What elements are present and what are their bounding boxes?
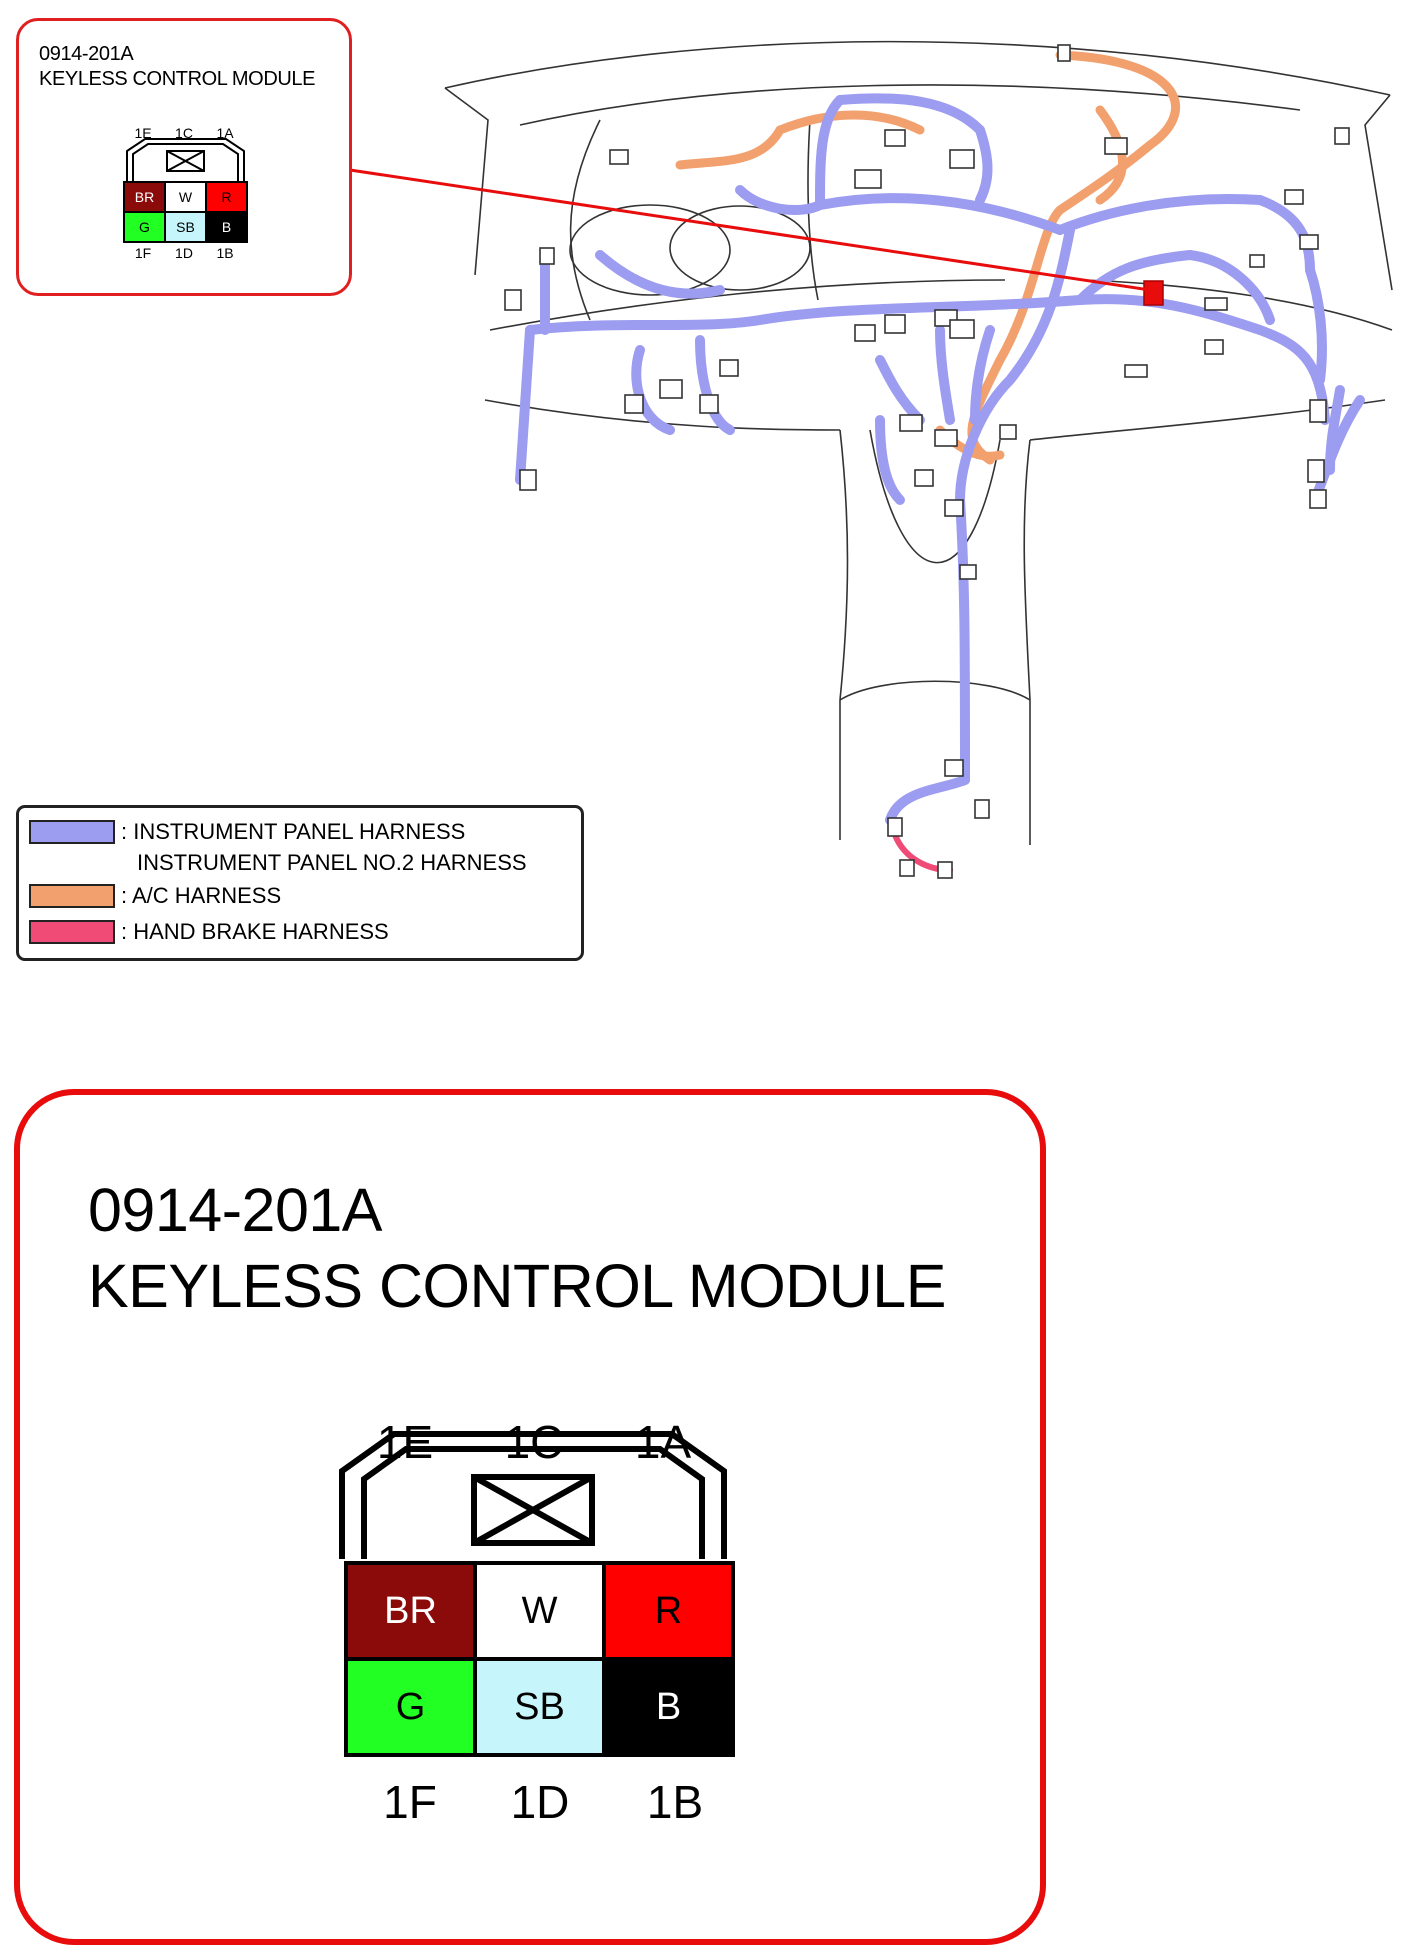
pin-label-1e-large: 1E — [376, 1416, 434, 1468]
terminal-r: R — [606, 1565, 731, 1657]
legend-label-instrument-panel-no2: INSTRUMENT PANEL NO.2 HARNESS — [137, 850, 527, 875]
module-name: KEYLESS CONTROL MODULE — [39, 68, 316, 90]
legend-swatch-instrument-panel — [29, 820, 115, 844]
connector-housing-icon-large — [334, 1431, 732, 1559]
pin-label-1c-large: 1C — [504, 1416, 564, 1468]
terminal-sb: SB — [166, 213, 205, 241]
legend-swatch-hand-brake — [29, 920, 115, 944]
harness-legend — [16, 805, 584, 961]
callout-leader-line — [350, 170, 1150, 290]
pin-label-1d: 1D — [175, 245, 193, 261]
harness-connectors — [505, 45, 1349, 878]
large-connector-callout — [14, 1089, 1046, 1945]
module-code: 0914-201A — [39, 43, 134, 65]
dashboard-outline — [445, 42, 1392, 845]
instrument-panel-harness — [520, 98, 1360, 820]
pin-label-1e: 1E — [134, 125, 152, 141]
terminal-b: B — [207, 213, 246, 241]
legend-item-ac — [29, 882, 281, 910]
pin-label-1c: 1C — [175, 125, 193, 141]
legend-label-ac: : A/C HARNESS — [121, 883, 282, 908]
large-terminal-grid — [344, 1561, 735, 1757]
legend-item-instrument-panel — [29, 818, 465, 846]
terminal-br: BR — [348, 1565, 473, 1657]
target-connector-marker — [1144, 281, 1163, 305]
pin-label-1f: 1F — [134, 245, 152, 261]
pin-label-1b-large: 1B — [646, 1776, 704, 1828]
terminal-w: W — [166, 183, 205, 211]
pin-label-1f-large: 1F — [383, 1776, 437, 1828]
legend-swatch-ac — [29, 884, 115, 908]
terminal-sb: SB — [477, 1661, 602, 1753]
legend-item-hand-brake — [29, 918, 389, 946]
legend-label-hand-brake: : HAND BRAKE HARNESS — [121, 919, 389, 944]
module-code-large: 0914-201A — [88, 1176, 382, 1244]
terminal-b: B — [606, 1661, 731, 1753]
legend-label-instrument-panel: : INSTRUMENT PANEL HARNESS — [121, 819, 466, 844]
connector-housing-icon — [123, 139, 248, 181]
terminal-g: G — [125, 213, 164, 241]
small-terminal-grid — [123, 181, 248, 243]
terminal-w: W — [477, 1565, 602, 1657]
pin-label-1d-large: 1D — [510, 1776, 570, 1828]
pin-label-1a-large: 1A — [634, 1416, 692, 1468]
terminal-r: R — [207, 183, 246, 211]
terminal-g: G — [348, 1661, 473, 1753]
small-connector-callout — [16, 18, 352, 296]
pin-label-1a: 1A — [216, 125, 234, 141]
pin-label-1b: 1B — [216, 245, 234, 261]
terminal-br: BR — [125, 183, 164, 211]
module-name-large: KEYLESS CONTROL MODULE — [88, 1252, 946, 1320]
